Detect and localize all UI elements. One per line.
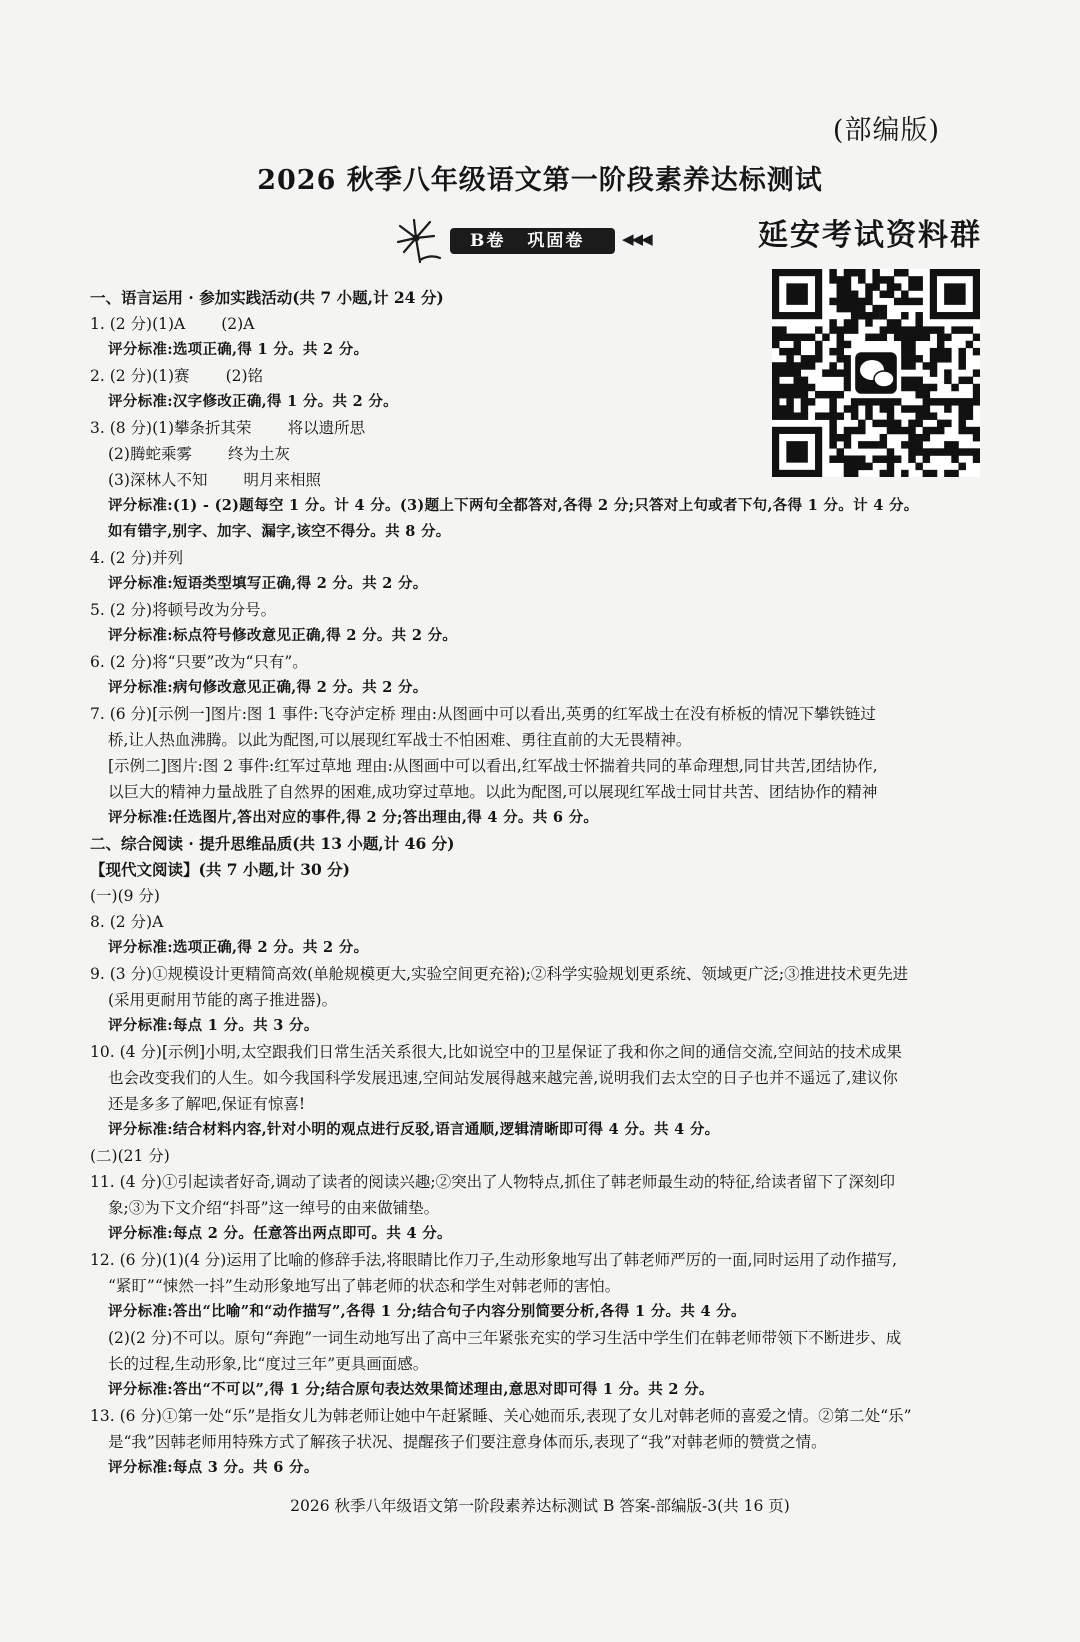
scoring-criteria: 评分标准:结合材料内容,针对小明的观点进行反驳,语言通顺,逻辑清晰即可得 4 分。共 4 分。 <box>108 1121 720 1138</box>
modern-reading-heading: 【现代文阅读】(共 7 小题,计 30 分) <box>90 860 351 879</box>
scoring-criteria: 评分标准:(1) - (2)题每空 1 分。计 4 分。(3)题上下两句全都答对,各得 2 分;只答对上句或者下句,各得 1 分。计 4 分。 <box>108 497 919 514</box>
question-12: 12. (6 分)(1)(4 分)运用了比喻的修辞手法,将眼睛比作刀子,生动形象地写出了韩老师严厉的一面,同时运用了动作描写, <box>90 1251 898 1269</box>
question-7-line: 桥,让人热血沸腾。以此为配图,可以展现红军战士不怕困难、勇往直前的大无畏精神。 <box>108 731 692 749</box>
question-12-line: (2)(2 分)不可以。原句“奔跑”一词生动地写出了高中三年紧张充实的学习生活中学生们在韩老师带领下不断进步、成 <box>108 1329 902 1347</box>
dandelion-icon <box>390 216 450 266</box>
scoring-criteria: 评分标准:选项正确,得 1 分。共 2 分。 <box>108 341 369 358</box>
question-9-line: (采用更耐用节能的离子推进器)。 <box>108 991 338 1009</box>
question-6: 6. (2 分)将“只要”改为“只有”。 <box>90 653 308 671</box>
banner-label-b: B卷 <box>470 231 506 251</box>
scoring-criteria: 评分标准:标点符号修改意见正确,得 2 分。共 2 分。 <box>108 627 458 644</box>
question-13: 13. (6 分)①第一处“乐”是指女儿为韩老师让她中午赶紧睡、关心她而乐,表现了女儿对韩老师的喜爱之情。②第二处“乐” <box>90 1407 912 1425</box>
question-1: 1. (2 分)(1)A (2)A <box>90 315 255 333</box>
question-7-line: [示例二]图片:图 2 事件:红军过草地 理由:从图画中可以看出,红军战士怀揣着共同的革命理想,同甘共苦,团结协作, <box>108 757 878 775</box>
scoring-criteria: 评分标准:每点 1 分。共 3 分。 <box>108 1017 319 1034</box>
question-3: 3. (8 分)(1)攀条折其荣 将以遗所思 <box>90 419 366 437</box>
question-8: 8. (2 分)A <box>90 913 164 931</box>
question-13-line: 是“我”因韩老师用特殊方式了解孩子状况、提醒孩子们要注意身体而乐,表现了“我”对韩老师的赞赏之情。 <box>108 1433 827 1451</box>
part-1-heading: (一)(9 分) <box>90 887 160 905</box>
question-9: 9. (3 分)①规模设计更精简高效(单舱规模更大,实验空间更充裕);②科学实验规划更系统、领域更广泛;③推进技术更先进 <box>90 965 909 983</box>
edition-label: (部编版) <box>832 115 940 146</box>
banner-label-consolidate: 巩固卷 <box>527 231 585 251</box>
scoring-criteria: 评分标准:汉字修改正确,得 1 分。共 2 分。 <box>108 393 398 410</box>
part-2-heading: (二)(21 分) <box>90 1147 170 1165</box>
question-11-line: 象;③为下文介绍“抖哥”这一绰号的由来做铺垫。 <box>108 1199 440 1217</box>
question-7: 7. (6 分)[示例一]图片:图 1 事件:飞夺泸定桥 理由:从图画中可以看出,英勇的红军战士在没有桥板的情况下攀铁链过 <box>90 705 876 723</box>
page-title: 2026 秋季八年级语文第一阶段素养达标测试 <box>257 165 823 196</box>
question-3-line: (3)深林人不知 明月来相照 <box>108 471 321 489</box>
question-10-line: 也会改变我们的人生。如今我国科学发展迅速,空间站发展得越来越完善,说明我们去太空的日子也并不遥远了,建议你 <box>108 1069 898 1087</box>
scoring-criteria: 评分标准:任选图片,答出对应的事件,得 2 分;答出理由,得 4 分。共 6 分。 <box>108 809 599 826</box>
scoring-criteria: 评分标准:每点 3 分。共 6 分。 <box>108 1459 319 1476</box>
section-heading-1: 一、语言运用 · 参加实践活动(共 7 小题,计 24 分) <box>90 288 444 307</box>
question-12-line: “紧盯”“悚然一抖”生动形象地写出了韩老师的状态和学生对韩老师的害怕。 <box>108 1277 621 1295</box>
scoring-criteria: 评分标准:选项正确,得 2 分。共 2 分。 <box>108 939 369 956</box>
question-4: 4. (2 分)并列 <box>90 549 184 567</box>
banner-pill <box>450 228 615 254</box>
question-10-line: 还是多多了解吧,保证有惊喜! <box>108 1095 306 1113</box>
section-heading-2: 二、综合阅读 · 提升思维品质(共 13 小题,计 46 分) <box>90 834 455 853</box>
question-7-line: 以巨大的精神力量战胜了自然界的困难,成功穿过草地。以此为配图,可以展现红军战士同甘共苦、团结协作的精神 <box>108 783 878 801</box>
group-name: 延安考试资料群 <box>758 218 982 253</box>
scoring-criteria: 评分标准:每点 2 分。任意答出两点即可。共 4 分。 <box>108 1225 452 1242</box>
scoring-criteria-cont: 如有错字,别字、加字、漏字,该空不得分。共 8 分。 <box>108 523 451 540</box>
question-11: 11. (4 分)①引起读者好奇,调动了读者的阅读兴趣;②突出了人物特点,抓住了韩老师最生动的特征,给读者留下了深刻印 <box>90 1173 895 1191</box>
section-banner <box>390 216 682 266</box>
question-10: 10. (4 分)[示例]小明,太空跟我们日常生活关系很大,比如说空中的卫星保证了我和你之间的通信交流,空间站的技术成果 <box>90 1043 902 1061</box>
banner-arrows: ◀◀◀ <box>622 230 651 248</box>
page-footer: 2026 秋季八年级语文第一阶段素养达标测试 B 答案-部编版-3(共 16 页) <box>290 1497 790 1515</box>
scoring-criteria: 评分标准:答出“比喻”和“动作描写”,各得 1 分;结合句子内容分别简要分析,各得 1 分。共 4 分。 <box>108 1303 746 1320</box>
scoring-criteria: 评分标准:短语类型填写正确,得 2 分。共 2 分。 <box>108 575 428 592</box>
question-3-line: (2)腾蛇乘雾 终为土灰 <box>108 445 290 463</box>
question-2: 2. (2 分)(1)赛 (2)铭 <box>90 367 264 385</box>
question-5: 5. (2 分)将顿号改为分号。 <box>90 601 277 619</box>
scoring-criteria: 评分标准:病句修改意见正确,得 2 分。共 2 分。 <box>108 679 428 696</box>
scoring-criteria: 评分标准:答出“不可以”,得 1 分;结合原句表达效果简述理由,意思对即可得 1 分。共 2 分。 <box>108 1381 714 1398</box>
answer-content <box>90 285 995 1481</box>
question-12-line: 长的过程,生动形象,比“度过三年”更具画面感。 <box>108 1355 429 1373</box>
